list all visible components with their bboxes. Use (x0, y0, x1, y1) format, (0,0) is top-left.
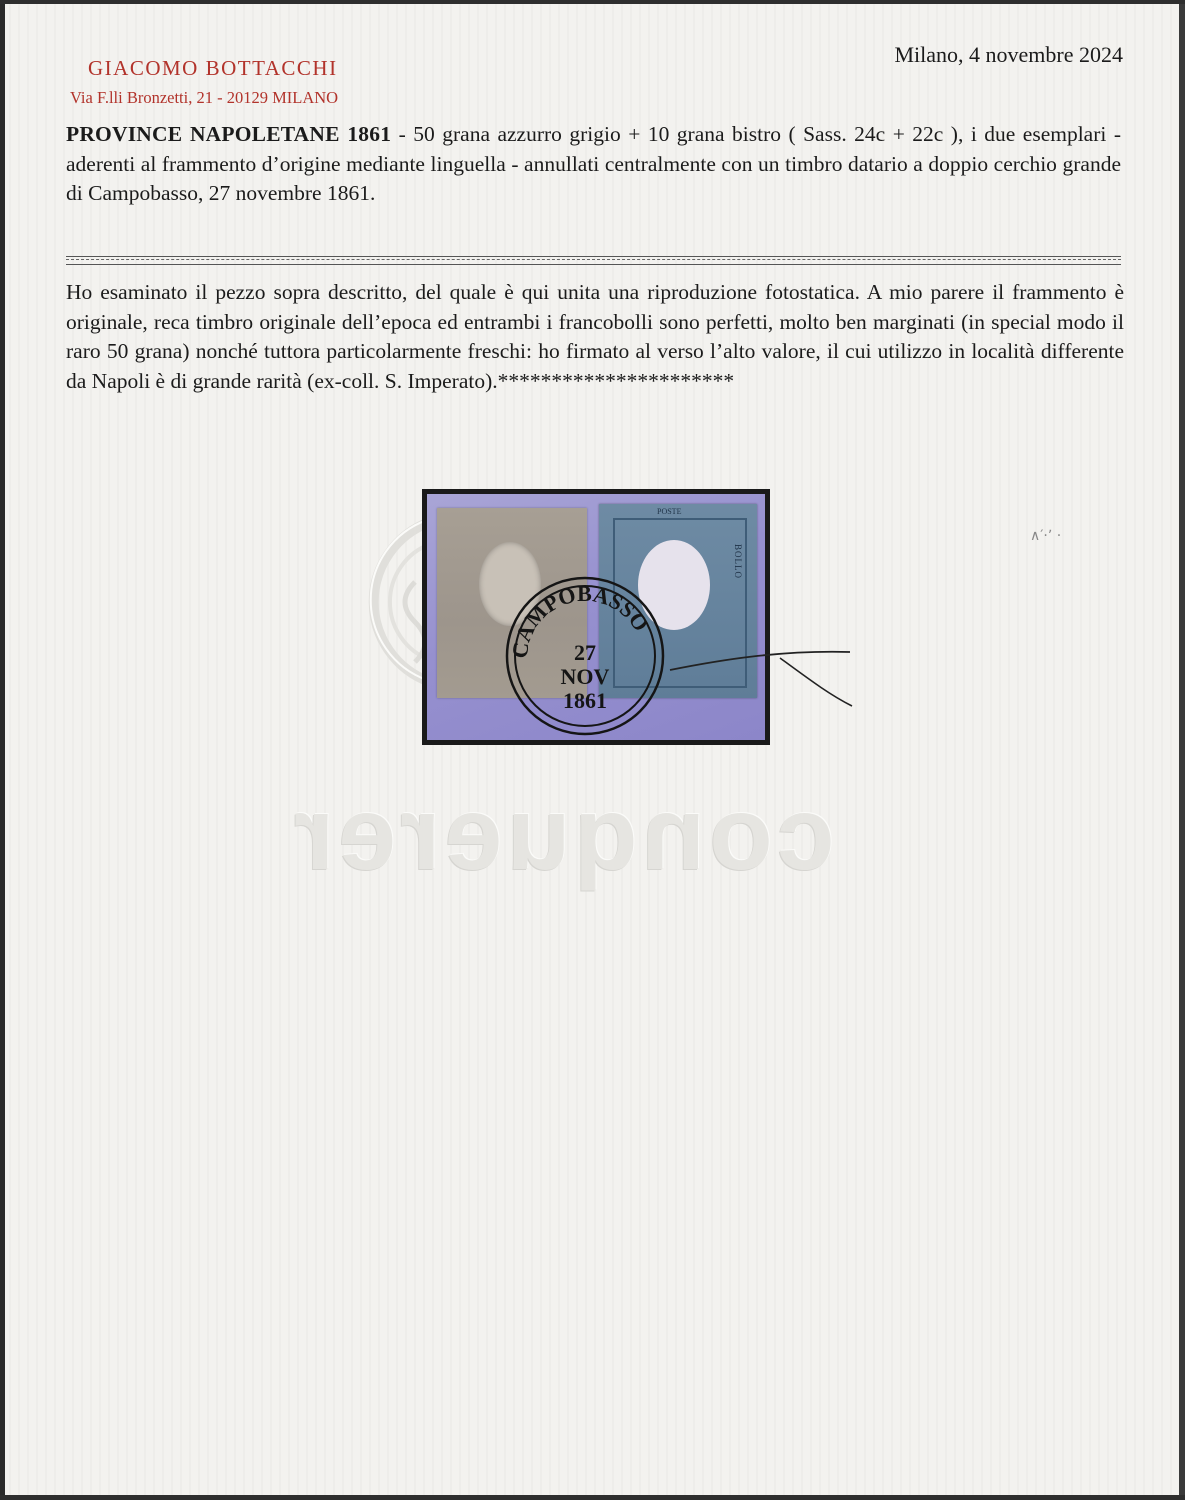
postmark-cancel (497, 564, 672, 739)
company-header (70, 56, 339, 108)
company-address: Via F.lli Bronzetti, 21 - 20129 MILANO (70, 88, 339, 107)
right-border (1179, 0, 1185, 1500)
item-description-text: - 50 grana azzurro grigio + 10 grana bistro ( Sass. 24c + 22c ), i due esemplari - aderenti al frammento d’origine mediante linguella - annullati centralmente con un timbro datario a doppio cerchio grande di Campobasso, 27 novembre 1861. (66, 122, 1121, 205)
paper-watermark: conquerer (290, 776, 835, 892)
top-border (0, 0, 1185, 4)
left-border (0, 0, 5, 1500)
pencil-mark-icon: ∧′·ʼ · (1030, 528, 1062, 544)
item-description (66, 120, 1121, 209)
item-title: PROVINCE NAPOLETANE 1861 (66, 122, 392, 146)
place-date: Milano, 4 novembre 2024 (894, 42, 1123, 67)
expert-opinion: Ho esaminato il pezzo sopra descritto, del quale è qui unita una riproduzione fotostatica. A mio parere il frammento è originale, reca timbro originale dell’epoca ed entrambi i francobolli sono perfetti, molto ben marginati (in special modo il raro 50 grana) nonché tuttora particolarmente freschi: ho firmato al verso l’alto valore, il cui utilizzo in località differente da Napoli è di grande rarità (ex-coll. S. Imperato).********************** (66, 280, 1124, 393)
company-name: GIACOMO BOTTACCHI (88, 56, 338, 80)
postmark-town: CAMPOBASSO (506, 580, 654, 660)
stamp-right-side-text: BOLLO (733, 544, 743, 579)
pen-mark-icon (660, 640, 860, 720)
bottom-border (0, 1495, 1185, 1500)
separator-rule (66, 256, 1121, 265)
postmark-month: NOV (560, 664, 610, 689)
stamp-right-top-text: POSTE (657, 507, 682, 516)
postmark-year: 1861 (563, 688, 607, 713)
postmark-day: 27 (574, 640, 596, 665)
